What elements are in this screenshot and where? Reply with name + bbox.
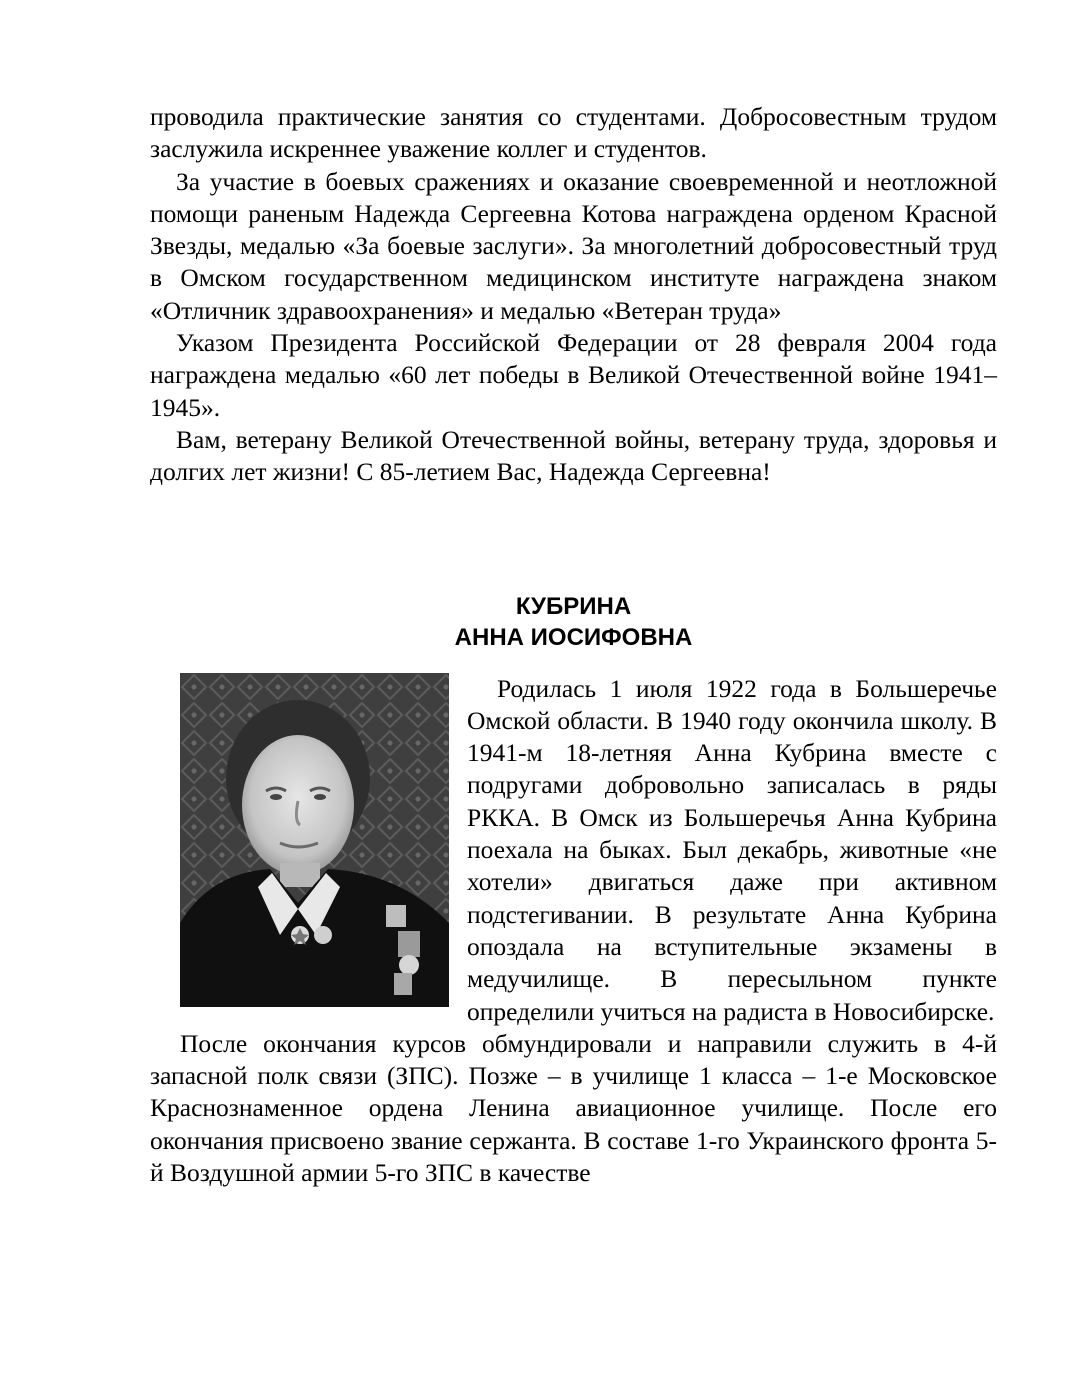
document-page — [150, 101, 997, 1189]
paragraph-continued: проводила практические занятия со студентами. Добросовестным трудом заслужила искреннее уважение коллег и студентов. — [150, 102, 997, 164]
section-heading — [150, 591, 997, 653]
paragraph-greeting: Вам, ветерану Великой Отечественной войны, ветерану труда, здоровья и долгих лет жизни! С 85-летием Вас, Надежда Сергеевна! — [150, 424, 997, 487]
paragraph-birth: Родилась 1 июля 1922 года в Большеречье Омской области. В 1940 году окончила школу. В 1941-м 18-летняя Анна Кубрина вместе с подругами добровольно записалась в ряды РККА. В Омск из Большеречья Анна Кубрина поехала на быках. Был декабрь, животные «не хотели» двигаться даже при активном подстегивании. В результате Анна Кубрина опоздала на вступительные экзамены в медучилище. В пересыльном пункте определили учиться на радиста в Новосибирске. — [467, 673, 997, 1026]
heading-surname: КУБРИНА — [515, 592, 632, 620]
paragraph-decree: Указом Президента Российской Федерации от 28 февраля 2004 года награждена медалью «60 лет победы в Великой Отечественной войне 1941–1945». — [150, 328, 997, 422]
paragraph-service: После окончания курсов обмундировали и направили служить в 4-й запасной полк связи (ЗПС). Позже – в училище 1 класса – 1-е Московское Краснознаменное ордена Ленина авиационное училище. После его окончания присвоено звание сержанта. В составе 1-го Украинского фронта 5-й Воздушной армии 5-го ЗПС в качестве — [150, 1028, 997, 1188]
portrait-image — [180, 673, 449, 1007]
section-gap — [150, 489, 997, 591]
heading-given-names: АННА ИОСИФОВНА — [454, 623, 693, 651]
biography-block — [150, 673, 997, 1190]
paragraph-awards: За участие в боевых сражениях и оказание своевременной и неотложной помощи раненым Надежда Сергеевна Котова награждена орденом Красной Звезды, медалью «За боевые заслуги». За многолетний добросовестный труд в Омском государственном медицинском институте награждена знаком «Отличник здравоохранения» и медалью «Ветеран труда» — [150, 166, 997, 325]
portrait-photo — [180, 673, 449, 1007]
